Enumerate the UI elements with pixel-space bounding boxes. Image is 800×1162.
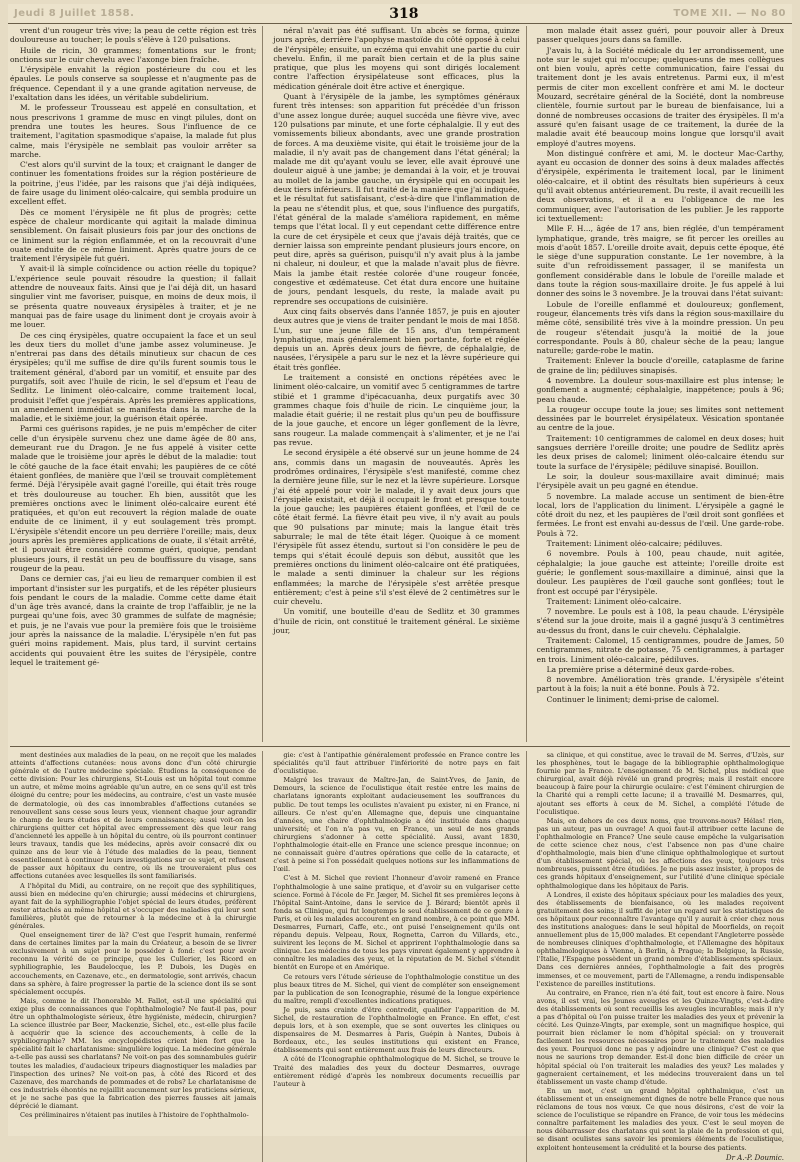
paragraph: A Londres, il existe des hôpitaux spéciaux pour les maladies des yeux, des établissements de bienfaisance, où les malades reçoivent gratuitement des soins; il suffit de jeter un regard sur les statistiques de ces hôpitaux pour reconnaître l'avantage qu'il y aurait à créer chez nous des institutions analogues: dans le seul hôpital de Moorfields, on reçoit annuellement plus de 15,000 malades. Et cependant l'Angleterre possède de nombreuses cliniques d'ophthalmologie, et l'Allemagne des hôpitaux ophthalmologiques à Vienne, à Berlin, à Prague; la Belgique, la Russie, l'Italie, l'Espagne possèdent un grand nombre d'établissements spéciaux. Dans ces dernières années, l'ophthalmologie a fait des progrès immenses, et ce mouvement, parti de l'Allemagne, a rendu indispensable l'existence de pareilles institutions. (536, 890, 784, 988)
paragraph: Le traitement a consisté en onctions répétées avec le liniment oléo-calcaire, un vomitif avec 5 centigrammes de tartre stibié et 1 gramme d'ipécacuanha, deux purgatifs avec 30 grammes chaque fois d'huile de ricin. Le cinquième jour, la maladie était guérie; il ne restait plus qu'un peu de bouffissure de la joue gauche, et encore un léger gonflement de la lèvre, sans rougeur. La malade commençait à s'alimenter, et je ne l'ai pas revue. (273, 372, 520, 448)
paragraph: Mon distingué confrère et ami, M. le docteur Mac-Carthy, ayant eu occasion de donner des soins à deux malades affectés d'érysipèle, expérimenta le traitement local, par le liniment oléo-calcaire, et il obtint des résultats bien supérieurs à ceux qu'il avait obtenus antérieurement. Du reste, il avait recueilli les deux observations, et il a eu l'obligeance de me les communiquer, avec l'autorisation de les publier. Je les rapporte ici textuellement: (536, 148, 784, 223)
paragraph: Traitement: Liniment oléo-calcaire; pédiluves. (546, 539, 723, 549)
paragraph: 4 novembre. La douleur sous-maxillaire est plus intense; le gonflement a augmenté; céphalalgie, inappétence; pouls à 96; peau chaude. (536, 375, 784, 404)
bottom-column-1 (10, 751, 263, 1162)
paragraph: La rougeur occupe toute la joue; ses limites sont nettement dessinées par le bourrelet érysipélateux. Vésication spontanée au centre de la joue. (536, 404, 784, 433)
paragraph: Traitement: Liniment oléo-calcaire. (546, 596, 682, 606)
paragraph: Parmi ces guérisons rapides, je ne puis m'empêcher de citer celle d'un érysipèle survenu chez une dame âgée de 80 ans, demeurant rue du Dragon. Je ne fus appelé à visiter cette malade que le troisième jour après le début de la maladie: tout le côté gauche de la face était envahi; les paupières de ce côté étaient gonflées, de manière que l'œil se trouvait complètement fermé. Déjà l'érysipèle avait gagné l'oreille, qui était très rouge et très douloureuse au toucher. Eh bien, aussitôt que les premières onctions avec le liniment oléo-calcaire eurent été pratiquées, et qu'on eut recouvert la région malade de ouate enduite de ce liniment, il y eut soulagement très prompt. L'érysipèle s'étendit encore un peu derrière l'oreille; mais, deux jours après les premières applications de ouate, il s'était arrêté, et il pouvait être considéré comme guéri, quoique, pendant plusieurs jours, il restât un peu de bouffissure du visage, sans rougeur de la peau. (10, 424, 257, 573)
paragraph: Mais, en dehors de ces deux noms, que trouvons-nous? Hélas! rien, pas un auteur, pas un ouvrage! A quoi faut-il attribuer cette lacune de l'ophthalmologie en France? Une seule cause empêche la vulgarisation de cette science chez nous, c'est l'absence non pas d'une chaire d'ophthalmologie, mais bien d'une clinique ophthalmologique et surtout d'un établissement spécial, où les affections des yeux, toujours très nombreuses, puissent être étudiées. Je ne puis assez insister, à propos de ces grands hôpitaux d'enseignement, sur l'utilité d'une clinique spéciale ophthalmologique dans les hôpitaux de Paris. (536, 816, 784, 890)
paragraph: Traitement: Enlever la boucle d'oreille, cataplasme de farine de graine de lin; pédiluves sinapisés. (536, 356, 784, 375)
paragraph: Dans ce dernier cas, j'ai eu lieu de remarquer combien il est important d'insister sur les purgatifs, et de les répéter plusieurs fois pendant le cours de la maladie. Comme cette dame était d'un âge très avancé, dans la crainte de trop l'affaiblir, je ne la purgeai qu'une fois, avec 30 grammes de sulfate de magnésie; et puis, je ne l'avais vue pour la première fois que le troisième jour après la naissance de la maladie. L'érysipèle n'en fut pas guéri moins rapidement. Mais, plus tard, il survint certains accidents qui pouvaient être les suites de l'érysipèle, contre lequel le traitement gé- (10, 574, 257, 667)
paragraph: Traitement: 10 centigrammes de calomel en deux doses; huit sangsues derrière l'oreille droite; une poudre de Sedlitz après les deux prises de calomel; liniment oléo-calcaire étendu sur toute la surface de l'érysipèle; pédiluve sinapisé. Bouillon. (536, 433, 784, 471)
paragraph: Le soir, la douleur sous-maxillaire avait diminué; mais l'érysipèle avait un peu gagné en étendue. (536, 471, 784, 491)
paragraph: A l'hôpital du Midi, au contraire, on ne reçoit que des syphilitiques, aussi bien en médecine qu'en chirurgie; aussi médecins et chirurgiens, ayant fait de la syphiliographie l'objet spécial de leurs études, préfèrent rester attachés au même hôpital et s'occuper des maladies qui leur sont familières, plutôt que de retourner à la médecine et à la chirurgie générales. (10, 881, 257, 930)
paragraph: Quant à l'érysipèle de la jambe, les symptômes généraux furent très intenses: son apparition fut précédée d'un frisson d'une assez longue durée; auquel succéda une fièvre vive, avec 120 pulsations par minute, et une forte céphalalgie. Il y eut des vomissements bilieux abondants, avec une grande prostration de forces. A ma deuxième visite, qui était le troisième jour de la maladie, il n'y avait pas de changement dans l'état général; la malade me dit qu'ayant voulu se lever, elle avait éprouvé une douleur aiguë à une jambe; je demandai à la voir, et je trouvai au mollet de la jambe gauche, un érysipèle qui en occupait les deux tiers inférieurs. Il fut traité de la manière que j'ai indiquée, et le résultat fut satisfaisant, c'est-à-dire que l'inflammation de la peau ne s'étendit plus, et que, sous l'influence des purgatifs, l'état général de la malade s'améliora rapidement, en même temps que l'état local. Il y eut cependant cette différence entre la cure de cet érysipèle et ceux que j'avais déjà traités, que ce dernier laissa son empreinte pendant plusieurs jours encore, on peut dire, après sa guérison, puisqu'il n'y avait plus à la jambe ni chaleur, ni douleur, et que la malade n'avait plus de fièvre. Mais la jambe était restée colorée d'une rougeur foncée, congestive et œdémateuse. Cet état dura encore une huitaine de jours, pendant lesquels, du reste, la malade avait pu reprendre ses occupations de cuisinière. (273, 92, 520, 306)
paragraph: mon malade était assez guéri, pour pouvoir aller à Dreux passer quelques jours dans sa famille. (536, 26, 784, 45)
paragraph: néral n'avait pas été suffisant. Un abcès se forma, quinze jours après, derrière l'apophyse mastoïde du côté opposé à celui de l'érysipèle; ensuite, un eczéma qui envahit une partie du cuir chevelu. Enfin, il me paraît bien certain et de la plus saine pratique, que plus les moyens qui sont dirigés localement contre l'affection érysipélateuse sont efficaces, plus la médication générale doit être active et énergique. (273, 26, 520, 91)
paragraph: Continuer le liniment; demi-prise de calomel. (546, 694, 720, 704)
paragraph: sa clinique, et qui constitue, avec le travail de M. Serres, d'Uzès, sur les phosphènes, tout le bagage de la bibliographie ophthalmologique fournie par la France. L'enseignement de M. Sichel, plus médical que chirurgical, avait déjà révélé un grand progrès; mais il restait encore beaucoup à faire pour la chirurgie oculaire: c'est l'éminent chirurgien de la Charité qui a rempli cette lacune; il a travaillé M. Desmarres, qui, ajoutant ses efforts à ceux de M. Sichel, a complété l'étude de l'oculistique. (536, 751, 784, 816)
bottom-feuilleton (10, 746, 790, 1162)
top-column-1 (10, 26, 263, 742)
author-signature: Dr A.-P. Doumic. (726, 1153, 784, 1162)
paragraph: De ces cinq érysipèles, quatre occupaient la face et un seul les deux tiers du mollet d'une jambe assez volumineuse. Je n'entrerai pas dans des détails minutieux sur chacun de ces érysipèles; qu'il me suffise de dire qu'ils furent soumis tous le traitement général, d'abord par un vomitif, et ensuite par des purgatifs, soit avec l'huile de ricin, le sel d'epsum et l'eau de Sedlitz. Le liniment oléo-calcaire, comme traitement local, produisit l'effet que j'espérais. Après les premières applications, un amendement immédiat se manifesta dans la marche de la maladie, et le sixième jour, la guérison était opérée. (10, 330, 257, 424)
paragraph: Au contraire, en France, rien n'a été fait, tout est encore à faire. Nous avons, il est vrai, les Jeunes aveugles et les Quinze-Vingts, c'est-à-dire des établissements où sont recueillis les aveugles incurables; mais il n'y a pas d'hôpital où l'on puisse traiter les maladies des yeux et prévenir la cécité. Les Quinze-Vingts, par exemple, sont un magnifique hospice, qui pourrait bien réclamer le nom d'hôpital spécial: on y trouverait facilement les ressources nécessaires pour le traitement des maladies des yeux. Pourquoi donc ne pas y adjoindre une clinique? C'est ce que nous ne saurions trop demander. Est-il donc bien difficile de créer un hôpital spécial où l'on traiterait les maladies des yeux? Les malades y gagneraient certainement, et les médecins trouveraient dans un tel établissement un vaste champ d'étude. (536, 988, 784, 1086)
paragraph: Un vomitif, une bouteille d'eau de Sedlitz et 30 grammes d'huile de ricin, ont constitué le traitement général. Le sixième jour, (273, 607, 520, 635)
paragraph: C'est à M. Sichel que revient l'honneur d'avoir ramené en France l'ophthalmologie à une saine pratique, et d'avoir su en vulgariser cette science. Formé à l'école de Fr. Jæger, M. Sichel fit ses premières leçons à l'hôpital Saint-Antoine, dans le service de J. Bérard; bientôt après il fonda sa Clinique, qui fut longtemps le seul établissement de ce genre à Paris, et où les malades accourent en grand nombre, à ce point que MM. Desmarres, Furnari, Caffe, etc., ont puisé l'enseignement qu'ils ont répandu depuis. Velpeau, Roux, Rognetta, Carron du Villards, etc., suivirent les leçons de M. Sichel et apprirent l'ophthalmologie dans sa clinique. Les médecins de tous les pays vinrent également y apprendre à connaître les maladies des yeux, et la réputation de M. Sichel s'étendit bientôt en Europe et en Amérique. (273, 874, 520, 972)
paragraph: C'est alors qu'il survint de la toux; et craignant le danger de continuer les fomentations froides sur la région postérieure de la poitrine, j'eus l'idée, par les raisons que j'ai déjà indiquées, de faire usage du liniment oléo-calcaire, qui sembla produire un excellent effet. (10, 160, 257, 207)
bleed-through-right: TOME XII. — No 80 (673, 8, 786, 19)
paragraph: Malgré les travaux de Maître-Jan, de Saint-Yves, de Janin, de Demours, la science de l'oculistique était restée entre les mains de charlatans ignorants exploitant audacieusement les souffrances du public. De tout temps les oculistes n'avaient pu exister, ni en France, ni ailleurs. Ce n'est qu'en Allemagne que, depuis une cinquantaine d'années, une chaire d'ophthalmologie a été instituée dans chaque université; et l'on n'a pas vu, en France, un seul de nos grands chirurgiens s'adonner à cette spécialité. Aussi, avant 1830, l'ophthalmologie était-elle en France une science presque inconnue; on ne connaissait guère d'autres opérations que celle de la cataracte, et c'est à peine si l'on possédait quelques notions sur les inflammations de l'œil. (273, 776, 520, 874)
bottom-column-3 (537, 751, 790, 1162)
paragraph: Le second érysipèle a été observé sur un jeune homme de 24 ans, commis dans un magasin de nouveautés. Après les prodrômes ordinaires, l'érysipèle s'est manifesté, comme chez la dernière jeune fille, sur le nez et la lèvre supérieure. Lorsque j'ai été appelé pour voir le malade, il y avait deux jours que l'érysipèle existait, et déjà il occupait le front et presque toute la joue gauche; les paupières étaient gonflées, et l'œil de ce côté était fermé. La fièvre était peu vive, il n'y avait au pouls que 90 pulsations par minute; mais la langue était très saburrale; le mal de tête était léger. Quoique à ce moment l'érysipèle fût assez étendu, surtout si l'on considère le peu de temps qui s'était écoulé depuis son début, aussitôt que les premières onctions du liniment oléo-calcaire ont été pratiquées, le malade a senti diminuer la chaleur sur les régions enflammées; la marche de l'érysipèle s'est arrêtée presque entièrement; c'est à peine s'il s'est élevé de 2 centimètres sur le cuir chevelu. (273, 448, 520, 607)
paragraph: En un mot, c'est un grand hôpital ophthalmique, c'est un établissement et un enseignement dignes de notre belle France que nous réclamons de tous nos vœux. Ce que nous désirons, c'est de voir la science de l'oculistique se répandre en France, de voir tous les médecins connaître parfaitement les maladies des yeux. C'est le seul moyen de nous débarrasser des charlatans qui sont la plaie de la profession et qui, se disant oculistes sans savoir les premiers éléments de l'oculistique, exploitent honteusement la crédulité et la bourse des patients. (536, 1086, 784, 1152)
paragraph: Je puis, sans crainte d'être contredit, qualifier l'apparition de M. Sichel, de restauration de l'ophthalmologie en France. En effet, c'est depuis lors, et à son exemple, que se sont ouvertes les cliniques ou dispensaires de M. Desmarres à Paris, Guépin à Nantes, Dubois à Bordeaux, etc., les seules institutions qui existent en France, établissements qui sont entièrement aux frais de leurs directeurs. (273, 1005, 520, 1055)
paragraph: Ces préliminaires n'étaient pas inutiles à l'histoire de l'ophthalmolo- (20, 1111, 249, 1120)
page-header (8, 4, 792, 24)
top-article (10, 26, 790, 742)
paragraph: 8 novembre. Amélioration très grande. L'érysipèle s'éteint partout à la fois; la nuit a été bonne. Pouls à 72. (536, 675, 784, 694)
paragraph: Aux cinq faits observés dans l'année 1857, je puis en ajouter deux autres que je viens de traiter pendant le mois de mai 1858. L'un, sur une jeune fille de 15 ans, d'un tempérament lymphatique, mais généralement bien portante, forte et réglée depuis un an. Après deux jours de fièvre, de céphalalgie, de nausées, l'érysipèle a paru sur le nez et la lèvre supérieure qui était très gonflée. (273, 306, 520, 372)
page-number: 318 (389, 5, 419, 22)
paragraph: Mais, comme le dit l'honorable M. Fallot, est-il une spécialité qui exige plus de connaissances que l'ophthalmologie? Ne faut-il pas, pour être un ophthalmologiste sérieux, être hygiéniste, médecin, chirurgien? La science illustrée par Beer, Mackenzie, Sichel, etc., est-elle plus facile à acquérir que la science des accouchements, à celle de la syphiliographie? MM. les encyclopédistes crient bien fort que la spécialité fait le charlatanisme: singulière logique. La médecine générale a-t-elle pas aussi ses charlatans? Ne voit-on pas des somnambules guérir toutes les maladies, d'audacieux tripeurs diagnostiquer les maladies par l'inspection des urines? Ne voit-on pas, à côté des Ricord et des Cazenave, des marchands de pommades et de robs? Le charlatanisme de ces industriels éhontés ne rejaillit aucunement sur les praticiens sérieux, et je ne sache pas que la fabrication des pierres fausses ait jamais déprécié le diamant. (10, 996, 257, 1111)
paragraph: ment destinées aux maladies de la peau, on ne reçoit que les malades atteints d'affections cutanées: nous avons donc d'un côté chirurgie générale et de l'autre médecine spéciale. Étudions la conséquence de cette division: Pour les chirurgiens, St-Louis est un hôpital tout comme un autre, et même moins agréable qu'un autre, en ce sens qu'il est très éloigné du centre; pour les médecins, au contraire, c'est un vaste musée de dermatologie, où des cas innombrables d'affections cutanées se renouvellent sans cesse sous leurs yeux, viennent chaque jour agrandir le champ de leurs études et de leurs connaissances; aussi voit-on les chirurgiens quitter cet hôpital avec empressement dès que leur rang d'ancienneté les appelle à un hôpital du centre, où ils pourront continuer leurs travaux, tandis que les médecins, après avoir consacré dix ou quinze ans de leur vie à l'étude des maladies de la peau, tiennent essentiellement à continuer leurs investigations sur ce sujet, et refusent de passer aux hôpitaux du centre, où ils ne trouveraient plus ces affections cutanées avec lesquelles ils sont familiarisés. (10, 751, 257, 881)
paragraph: Ce retours vers l'étude sérieuse de l'ophthalmologie constitue un des plus beaux titres de M. Sichel, qui vient de compléter son enseignement par la publication de son Iconographie, résumé de la longue expérience du maître, rempli d'excellentes indications pratiques. (273, 972, 520, 1005)
newspaper-page (8, 4, 792, 1162)
paragraph: J'avais lu, à la Société médicale du 1er arrondissement, une note sur le sujet qui m'occupe; quelques-uns de mes collègues ont bien voulu, après cette communication, faire l'essai du traitement dont je les avais entretenus. Parmi eux, il m'est permis de citer mon excellent confrère et ami M. le docteur Mouzard, secrétaire général de la Société, dont la nombreuse clientèle, fournie surtout par le bureau de bienfaisance, lui a donné de nombreuses occasions de traiter des érysipèles. Il m'a assuré qu'en faisant usage de ce traitement, la durée de la maladie avait été beaucoup moins longue que lorsqu'il avait employé d'autres moyens. (536, 45, 784, 148)
paragraph: 7 novembre. Le pouls est à 108, la peau chaude. L'érysipèle s'étend sur la joue droite, mais il a gagné jusqu'à 3 centimètres au-dessus du front, dans le cuir chevelu. Céphalalgie. (536, 607, 784, 635)
top-column-3 (537, 26, 790, 742)
paragraph: M. le professeur Trousseau est appelé en consultation, et nous prescrivons 1 gramme de musc en vingt pilules, dont on prendra une toutes les heures. Sous l'influence de ce traitement, l'agitation spasmodique s'apaise, la malade fut plus calme, mais l'érysipèle ne semblait pas vouloir arrêter sa marche. (10, 103, 257, 159)
bottom-column-2 (273, 751, 526, 1162)
paragraph: L'érysipèle envahit la région postérieure du cou et les épaules. Le pouls conserve sa souplesse et n'augmente pas de fréquence. Cependant il y a une grande agitation nerveuse, de l'exaltation dans les idées, un véritable subdelirium. (10, 65, 257, 103)
paragraph: Huile de ricin, 30 grammes; fomentations sur le front; onctions sur le cuir chevelu avec l'axonge bien fraîche. (10, 45, 257, 64)
paragraph: 6 novembre. Pouls à 100, peau chaude, nuit agitée, céphalalgie; la joue gauche est atteinte; l'oreille droite est guérie; le gonflement sous-maxillaire a diminué, ainsi que la douleur. Les paupières de l'œil gauche sont gonflées; tout le front est occupé par l'érysipèle. (536, 549, 784, 596)
bleed-through-left: Jeudi 8 Juillet 1858. (14, 8, 135, 19)
paragraph: Dès ce moment l'érysipèle ne fit plus de progrès; cette espèce de chaleur mordicante qui agitait la malade diminua sensiblement. On faisait plusieurs fois par jour des onctions de ce liniment sur la région enflammée, et on la recouvrait d'une ouate enduite de ce même liniment. Après quatre jours de ce traitement l'érysipèle fut guéri. (10, 207, 257, 264)
paragraph: Traitement: Calomel, 15 centigrammes, poudre de James, 50 centigrammes, nitrate de potasse, 75 centigrammes, à partager en trois. Liniment oléo-calcaire, pédiluves. (536, 636, 784, 664)
paragraph: vrent d'un rougeur très vive; la peau de cette région est très douloureuse au toucher; le pouls s'élève à 120 pulsations. (10, 26, 257, 45)
paragraph: 5 novembre. La malade accuse un sentiment de bien-être local, lors de l'application du liniment. L'érysipèle a gagné le côté droit du nez, et les paupières de l'œil droit sont gonflées et fermées. Le front est envahi au-dessus de l'œil. Une garde-robe. Pouls à 72. (536, 491, 784, 538)
paragraph: Quel enseignement tirer de là? C'est que l'esprit humain, renfermé dans de certaines limites par la main du Créateur, a besoin de se livrer exclusivement à un sujet pour le posséder à fond: c'est pour avoir reconnu la vérité de ce principe, que les Cullerier, les Ricord en syphiliographie, les Baudelocque, les P. Dubois, les Dugès en accouchements, en Cazenave, etc., en dermatologie, sont arrivés, chacun dans sa sphère, à faire progresser la partie de la science dont ils se sont spécialement occupés. (10, 931, 257, 996)
paragraph: La première prise a déterminé deux garde-robes. (546, 664, 735, 674)
paragraph: gie: c'est à l'antipathie généralement professée en France contre les spécialités qu'il faut attribuer l'infériorité de notre pays en fait d'oculistique. (273, 751, 520, 776)
paragraph: Mlle F. H..., âgée de 17 ans, bien réglée, d'un tempérament lymphatique, grande, très maigre, se fit percer les oreilles au mois d'août 1857. L'oreille droite avait, depuis cette époque, été le siège d'une suppuration constante. Le 1er novembre, à la suite d'un refroidissement passager, il se manifesta un gonflement considérable dans le lobule de l'oreille malade et dans toute la région sous-maxillaire droite. Je fus appelé à lui donner des soins le 3 novembre. Je la trouvai dans l'état suivant: (536, 224, 784, 299)
paragraph: Y avait-il là simple coïncidence ou action réelle du topique? L'expérience seule pouvait résoudre la question; il fallait attendre de nouveaux faits. Ainsi que je l'ai déjà dit, un hasard singulier vint me favoriser, puisque, en moins de deux mois, il se présenta quatre nouveaux érysipèles à traiter, et je ne manquai pas de faire usage du liniment dont je croyais avoir à me louer. (10, 264, 257, 330)
paragraph: Lobule de l'oreille enflammé et douloureux; gonflement, rougeur, élancements très vifs dans la région sous-maxillaire du même côté, sensibilité très vive à la moindre pression. Un peu de rougeur s'étendait jusqu'à la moitié de la joue correspondante. Pouls à 80, chaleur sèche de la peau; langue naturelle; garde-robe le matin. (536, 299, 784, 356)
paragraph: A côté de l'Iconographie ophthalmologique de M. Sichel, se trouve le Traité des maladies des yeux du docteur Desmarres, ouvrage entièrement rédigé d'après les nombreux documents recueillis par l'auteur à (273, 1055, 520, 1088)
top-column-2 (273, 26, 526, 742)
